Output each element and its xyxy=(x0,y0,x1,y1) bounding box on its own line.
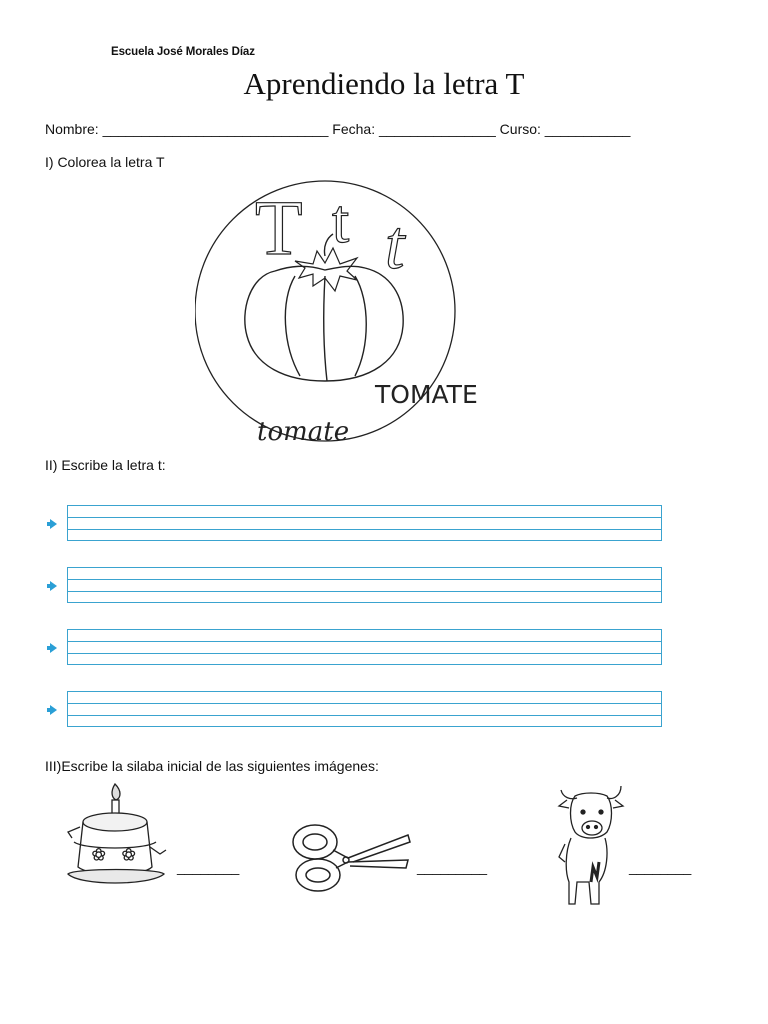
word-tomate-upper: TOMATE xyxy=(375,380,478,409)
section-1-heading: I) Colorea la letra T xyxy=(45,154,165,170)
cake-answer-field[interactable]: ________ xyxy=(177,859,240,875)
course-label: Curso: xyxy=(499,121,541,137)
word-tomate-cursive: tomate xyxy=(257,417,350,446)
handwriting-lines[interactable] xyxy=(67,505,662,541)
name-field[interactable]: _____________________________ xyxy=(102,121,329,137)
bull-icon xyxy=(555,782,630,910)
bull-answer-field[interactable]: ________ xyxy=(629,859,692,875)
arrow-icon xyxy=(50,643,57,653)
letter-T-outline: T xyxy=(255,184,303,271)
arrow-icon xyxy=(50,705,57,715)
writing-row[interactable] xyxy=(50,691,665,729)
page-title: Aprendiendo la letra T xyxy=(243,66,525,101)
name-label: Nombre: xyxy=(45,121,99,137)
course-field[interactable]: ___________ xyxy=(544,121,631,137)
student-info-line xyxy=(45,121,630,137)
arrow-icon xyxy=(50,581,57,591)
scissors-icon xyxy=(288,820,413,895)
svg-text:✿: ✿ xyxy=(122,847,136,864)
arrow-icon xyxy=(50,519,57,529)
cake-icon xyxy=(60,782,175,894)
handwriting-lines[interactable] xyxy=(67,567,662,603)
school-name: Escuela José Morales Díaz xyxy=(111,46,255,58)
date-label: Fecha: xyxy=(332,121,376,137)
letter-t-print-outline: t xyxy=(332,188,350,256)
handwriting-lines[interactable] xyxy=(67,629,662,665)
writing-row[interactable] xyxy=(50,505,665,543)
section-2-heading: II) Escribe la letra t: xyxy=(45,457,166,473)
writing-practice-area xyxy=(50,505,665,753)
section-3-heading: III)Escribe la silaba inicial de las siguientes imágenes: xyxy=(45,758,379,774)
writing-row[interactable] xyxy=(50,629,665,667)
scissors-answer-field[interactable]: _________ xyxy=(417,859,488,875)
writing-row[interactable] xyxy=(50,567,665,605)
date-field[interactable]: _______________ xyxy=(378,121,496,137)
letter-t-cursive-outline: t xyxy=(385,207,405,284)
handwriting-lines[interactable] xyxy=(67,691,662,727)
coloring-picture xyxy=(195,176,495,446)
svg-text:✿: ✿ xyxy=(92,847,106,864)
